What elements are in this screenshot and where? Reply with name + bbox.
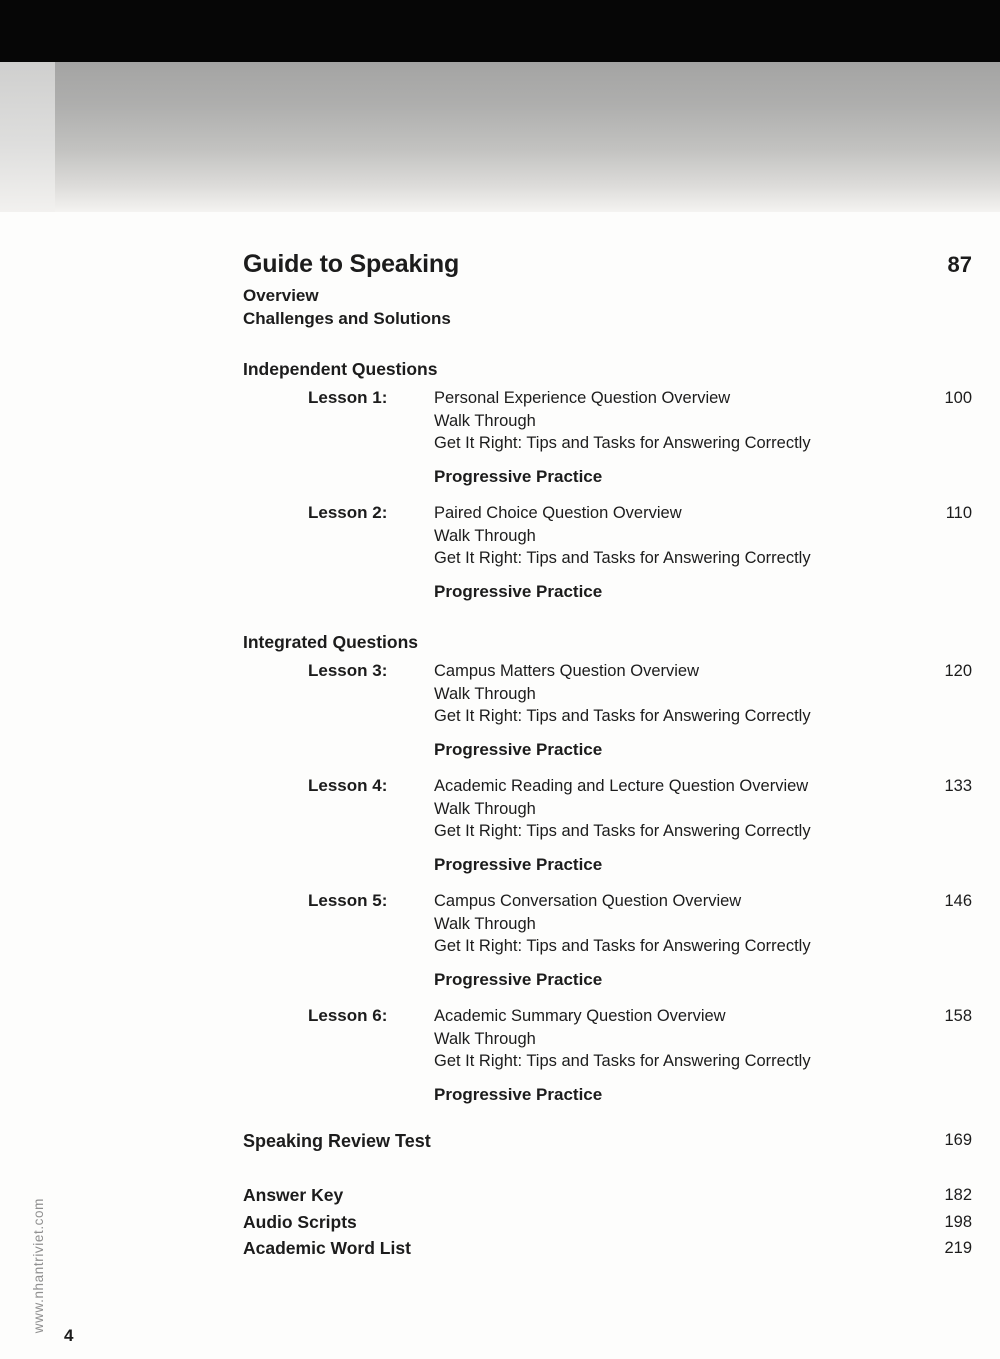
lesson-line: Academic Reading and Lecture Question Overview <box>434 777 809 795</box>
lesson-label: Lesson 1: <box>308 388 388 407</box>
back-matter-page-number: 198 <box>944 1212 972 1231</box>
lesson-label: Lesson 4: <box>308 776 388 795</box>
lesson-page-number: 146 <box>944 892 972 910</box>
review-test-label: Speaking Review Test <box>243 1131 431 1151</box>
lesson-label: Lesson 6: <box>308 1006 388 1025</box>
scan-gradient-band <box>0 62 1000 212</box>
toc-subtitle-overview: Overview <box>243 286 319 305</box>
lesson-line: Get It Right: Tips and Tasks for Answering Correctly <box>434 822 811 840</box>
practice-heading: Progressive Practice <box>434 466 603 486</box>
back-matter-row-audio-scripts <box>243 1209 972 1236</box>
back-matter-label: Academic Word List <box>243 1238 411 1258</box>
toc-header <box>243 250 972 279</box>
lesson-body <box>434 775 908 876</box>
lesson-page-number: 158 <box>944 1007 972 1025</box>
toc-subtitle-challenges: Challenges and Solutions <box>243 309 451 328</box>
toc-title: Guide to Speaking <box>243 250 460 278</box>
practice-heading: Progressive Practice <box>434 1084 603 1104</box>
lesson-line: Campus Matters Question Overview <box>434 662 700 680</box>
back-matter-row-answer-key <box>243 1182 972 1209</box>
lesson-line: Walk Through <box>434 684 536 703</box>
lesson-label: Lesson 3: <box>308 661 388 680</box>
lesson-line: Walk Through <box>434 1029 536 1048</box>
practice-heading: Progressive Practice <box>434 581 603 601</box>
section-heading-independent: Independent Questions <box>243 359 438 379</box>
lesson-entry-5 <box>243 890 972 991</box>
lesson-line: Get It Right: Tips and Tasks for Answering Correctly <box>434 549 811 567</box>
lesson-entry-3 <box>243 660 972 761</box>
lesson-body <box>434 1005 908 1106</box>
lesson-label: Lesson 2: <box>308 503 388 522</box>
page-number: 4 <box>64 1326 74 1345</box>
back-matter-page-number: 219 <box>944 1239 972 1257</box>
table-of-contents <box>243 250 972 1262</box>
lesson-page-number: 120 <box>944 662 972 680</box>
lesson-line: Get It Right: Tips and Tasks for Answering Correctly <box>434 707 811 725</box>
lesson-body <box>434 502 908 603</box>
lesson-entry-2 <box>243 502 972 603</box>
lesson-page-number: 110 <box>945 504 972 522</box>
lesson-entry-1 <box>243 387 972 488</box>
lesson-entry-4 <box>243 775 972 876</box>
back-matter-label: Audio Scripts <box>243 1211 357 1232</box>
lesson-line: Walk Through <box>434 526 536 545</box>
lesson-page-number: 100 <box>944 389 972 407</box>
lesson-line: Academic Summary Question Overview <box>434 1007 726 1025</box>
lesson-body <box>434 890 908 991</box>
review-test-row <box>243 1129 972 1153</box>
lesson-page-number: 133 <box>944 777 972 795</box>
practice-heading: Progressive Practice <box>434 739 603 759</box>
back-matter <box>243 1182 972 1262</box>
lesson-line: Get It Right: Tips and Tasks for Answering Correctly <box>434 937 811 955</box>
lesson-line: Get It Right: Tips and Tasks for Answering Correctly <box>434 434 811 452</box>
section-heading-integrated: Integrated Questions <box>243 632 419 652</box>
lesson-label: Lesson 5: <box>308 891 388 910</box>
lesson-line: Walk Through <box>434 411 536 430</box>
lesson-line: Walk Through <box>434 799 536 818</box>
lesson-line: Get It Right: Tips and Tasks for Answering Correctly <box>434 1052 811 1070</box>
scan-top-black-bar <box>0 0 1000 62</box>
lesson-line: Paired Choice Question Overview <box>434 504 682 522</box>
scan-band-left-edge <box>0 62 55 212</box>
back-matter-label: Answer Key <box>243 1185 344 1205</box>
practice-heading: Progressive Practice <box>434 969 603 989</box>
lesson-line: Campus Conversation Question Overview <box>434 892 742 910</box>
back-matter-row-academic-word-list <box>243 1235 972 1262</box>
practice-heading: Progressive Practice <box>434 854 603 874</box>
review-test-page-number: 169 <box>944 1131 972 1149</box>
toc-title-page-number: 87 <box>947 252 972 277</box>
lesson-body <box>434 387 908 488</box>
back-matter-page-number: 182 <box>944 1186 972 1204</box>
lesson-body <box>434 660 908 761</box>
publisher-watermark: www.nhantriviet.com <box>31 1197 46 1333</box>
lesson-line: Walk Through <box>434 914 536 933</box>
lesson-line: Personal Experience Question Overview <box>434 389 731 407</box>
lesson-entry-6 <box>243 1005 972 1106</box>
